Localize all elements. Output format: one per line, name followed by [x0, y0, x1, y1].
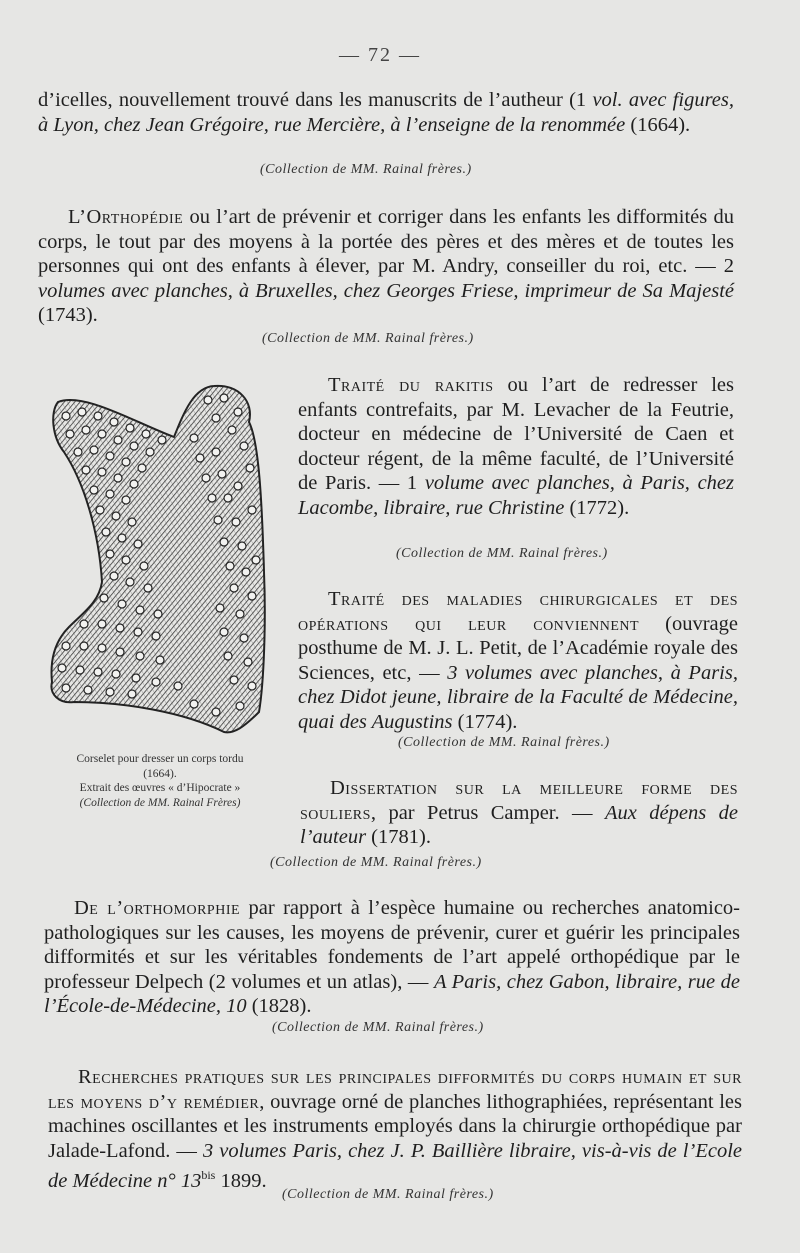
page-number: — 72 —: [339, 44, 421, 66]
entry-paragraph-4: [298, 587, 738, 734]
entry-text: , par Petrus Camper. —: [370, 801, 605, 824]
caption-collection: (Collection de MM. Rainal Frères): [79, 796, 241, 809]
entry-title: De l’orthomorphie: [74, 897, 241, 919]
entry-paragraph-6: [44, 896, 740, 1019]
entry-title: Traité des maladies chirurgicales et des opérations qui leur conviennent: [298, 588, 738, 635]
entry-paragraph-1: [38, 88, 734, 137]
collection-note-4: (Collection de MM. Rainal frères.): [398, 735, 610, 750]
entry-text-end: (1828).: [246, 995, 312, 1017]
entry-title: Dissertation sur la meilleure forme des souliers: [300, 777, 738, 824]
entry-paragraph-3: [298, 373, 734, 520]
collection-note-7: (Collection de MM. Rainal frères.): [282, 1187, 494, 1202]
collection-note-2: (Collection de MM. Rainal frères.): [262, 331, 474, 346]
entry-title: Recherches pratiques sur les principales difformités du corps humain et sur les moyens d’y remédier: [48, 1066, 742, 1113]
collection-note-5: (Collection de MM. Rainal frères.): [270, 855, 482, 870]
entry-text: ou l’art de prévenir et corriger dans les enfants les difformités du corps, le tout par des moyens à la portée des pères et des mères et de toutes les personnes qui ont des enfants à élever, par M. Andry, conseiller du roi, etc. — 2: [38, 206, 734, 277]
entry-italic-text: 3 volumes avec planches, à Paris, chez Didot jeune, libraire de la Faculté de Médecine, quai des Augustins: [298, 661, 738, 733]
entry-paragraph-5: [300, 776, 738, 850]
entry-italic-text: volume avec planches, à Paris, chez Lacombe, libraire, rue Christine: [298, 472, 734, 519]
corset-illustration: [44, 382, 274, 742]
entry-italic-text: volumes avec planches, à Bruxelles, chez Georges Friese, imprimeur de Sa Majesté: [38, 279, 734, 302]
entry-italic-text: Aux dépens de l’auteur: [300, 801, 738, 848]
entry-italic-text: A Paris, chez Gabon, libraire, rue de l’École-de-Médecine, 10: [44, 970, 740, 1017]
entry-text-end: (1781).: [366, 826, 431, 848]
entry-text: d’icelles, nouvellement trouvé dans les manuscrits de l’autheur (1: [38, 89, 593, 111]
entry-text-end: (1772).: [564, 496, 630, 519]
entry-paragraph-7: [48, 1065, 742, 1193]
caption-line: Extrait des œuvres « d’Hipocrate »: [79, 782, 241, 794]
entry-text-end: (1774).: [452, 710, 518, 733]
entry-text-end: (1743).: [38, 304, 98, 326]
figure-caption: [40, 752, 280, 810]
entry-paragraph-2: [38, 205, 734, 328]
collection-note-6: (Collection de MM. Rainal frères.): [272, 1020, 484, 1035]
entry-title: Traité du rakitis: [328, 374, 494, 396]
entry-italic-text: 3 volumes Paris, chez J. P. Baillière libraire, vis-à-vis de l’Ecole de Médecine n° 13: [48, 1139, 742, 1192]
collection-note-3: (Collection de MM. Rainal frères.): [396, 546, 608, 561]
entry-text: ou l’art de redresser les enfants contrefaits, par M. Levacher de la Feutrie, docteur en médecine de l’Université de Caen et docteur régent, de la même faculté, de l’Université de Paris. — 1: [298, 374, 734, 494]
entry-text: par rapport à l’espèce humaine ou recherches anatomico-pathologiques sur les causes, les moyens de prévenir, curer et guérir les principales difformités et sur les véritables fondements de l’art appelé orthopédique par le professeur Delpech (2 volumes et un atlas), —: [44, 897, 740, 993]
entry-text: , ouvrage orné de planches lithographiées, représentant les machines oscillantes et les instruments employés dans la chirurgie orthopédique par Jalade-Lafond. —: [48, 1090, 743, 1162]
entry-text-end: (1664).: [625, 113, 691, 136]
entry-text-end: 1899.: [215, 1169, 267, 1192]
caption-line: Corselet pour dresser un corps tordu: [76, 753, 244, 765]
entry-title: L’Orthopédie: [68, 206, 184, 228]
collection-note-1: (Collection de MM. Rainal frères.): [260, 162, 472, 177]
entry-superscript: bis: [201, 1168, 216, 1182]
caption-line: (1664).: [143, 767, 177, 780]
entry-text: (ouvrage posthume de M. J. L. Petit, de l’Académie royale des Sciences, etc, —: [298, 612, 738, 684]
entry-italic-text: vol. avec figures, à Lyon, chez Jean Grégoire, rue Mercière, à l’enseigne de la renommée: [38, 89, 734, 136]
